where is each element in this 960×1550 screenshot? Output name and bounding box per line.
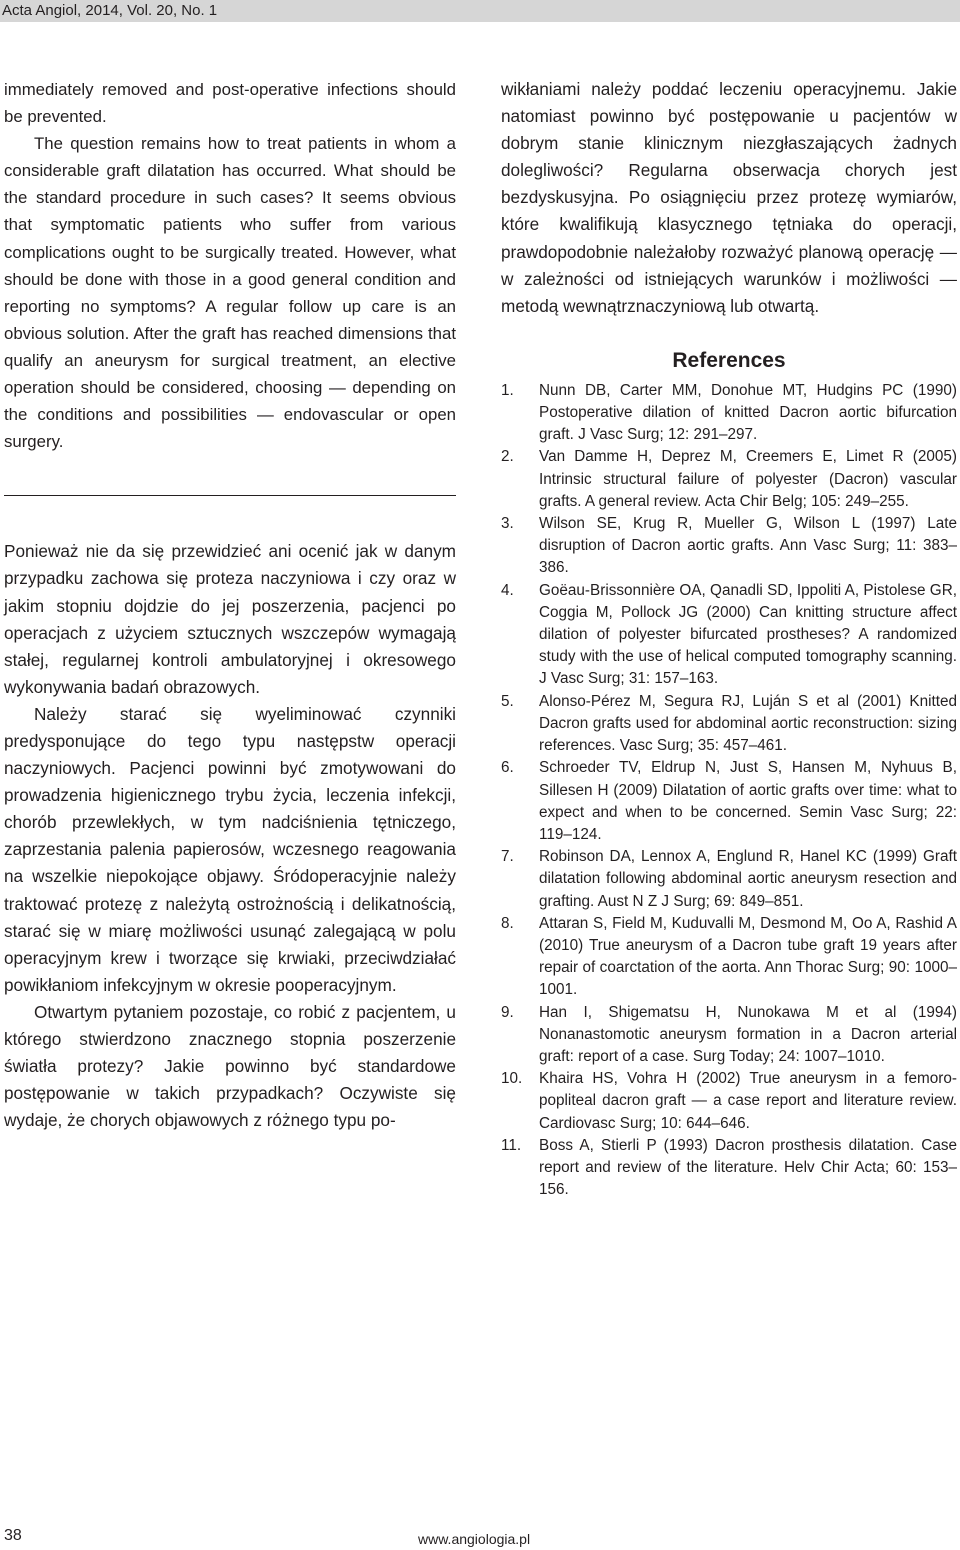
reference-text: Boss A, Stierli P (1993) Dacron prosthesis dilatation. Case report and review of the literature. Helv Chir Acta; 60: 153–156. bbox=[539, 1136, 957, 1199]
page-number: 38 bbox=[4, 1527, 22, 1544]
reference-number: 4. bbox=[501, 581, 514, 599]
pl-paragraph-2: Należy starać się wyeliminować czynniki predysponujące do tego typu następstw operacji naczyniowych. Pacjenci powinni być zmotywowani do prowadzenia higienicznego trybu życia, leczenia infekcji, chorób przewlekłych, w tym nadciśnienia tętniczego, zaprzestania palenia papierosów, wczesnego reagowania na wszelkie niepokojące objawy. Śródoperacyjnie należy traktować protezę z należytą ostrożnością i delikatnością, starać się w miarę możliwości usunąć zalegającą w polu operacyjnym krew i tworzące się krwiaki, przeciwdziałać powikłaniom infekcyjnym w okresie pooperacyjnym. bbox=[4, 703, 456, 995]
reference-item bbox=[501, 513, 957, 580]
reference-number: 9. bbox=[501, 1003, 514, 1021]
reference-text: Attaran S, Field M, Kuduvalli M, Desmond M, Oo A, Rashid A (2010) True aneurysm of a Dacron tube graft 19 years after repair of coarctation of the aorta. Ann Thorac Surg; 90: 1000–1001. bbox=[539, 914, 957, 999]
polish-text bbox=[4, 538, 456, 1134]
reference-item bbox=[501, 757, 957, 846]
reference-item bbox=[501, 1135, 957, 1202]
reference-item bbox=[501, 913, 957, 1002]
footer-url[interactable]: www.angiologia.pl bbox=[418, 1531, 531, 1547]
reference-item bbox=[501, 580, 957, 691]
reference-text: Schroeder TV, Eldrup N, Just S, Hansen M, Nyhuus B, Sillesen H (2009) Dilatation of aortic grafts over time: what to expect and when to be concerned. Semin Vasc Surg; 22: 119–124. bbox=[539, 759, 957, 843]
reference-number: 7. bbox=[501, 848, 514, 866]
pl-paragraph-continuation: wikłaniami należy poddać leczeniu operacyjnemu. Jakie natomiast powinno być postępowanie u pacjentów w dobrym stanie klinicznym niezgłaszających żadnych dolegliwości? Regularna obserwacja chorych jest bezdyskusyjna. Po osiągnięciu przez protezę wymiarów, które kwalifikują klasycznego tętniaka do operacji, prawdopodobnie należałoby rozważyć planową operację — w zależności od istniejących warunków i możliwości — metodą wewnątrznaczyniową lub otwartą. bbox=[501, 79, 957, 316]
reference-text: Khaira HS, Vohra H (2002) True aneurysm in a femoro-popliteal dacron graft — a case report and literature review. Cardiovasc Surg; 10: 644–646. bbox=[539, 1070, 957, 1132]
references-heading: References bbox=[672, 348, 786, 372]
english-text bbox=[4, 76, 456, 455]
reference-item bbox=[501, 1068, 957, 1135]
reference-number: 2. bbox=[501, 448, 514, 466]
language-separator bbox=[4, 495, 456, 496]
reference-number: 1. bbox=[501, 381, 514, 399]
reference-number: 8. bbox=[501, 914, 514, 932]
left-column bbox=[4, 76, 456, 1134]
reference-item bbox=[501, 446, 957, 513]
reference-text: Goëau-Brissonnière OA, Qanadli SD, Ippoliti A, Pistolese GR, Coggia M, Pollock JG (2000) Can knitting structure affect dilation of polyester bifurcated prostheses? A randomized study with the use of helical computed tomography scanning. J Vasc Surg; 31: 157–163. bbox=[539, 581, 957, 688]
references-list bbox=[501, 380, 957, 1202]
reference-text: Han I, Shigematsu H, Nunokawa M et al (1994) Nonanastomotic aneurysm formation in a Dacron arterial graft: report of a case. Surg Today; 24: 1007–1010. bbox=[539, 1003, 957, 1065]
reference-item bbox=[501, 691, 957, 758]
reference-item bbox=[501, 1002, 957, 1069]
reference-number: 5. bbox=[501, 692, 514, 710]
reference-item bbox=[501, 846, 957, 913]
en-paragraph-1: immediately removed and post-operative infections should be prevented. bbox=[4, 80, 456, 127]
reference-number: 11. bbox=[501, 1136, 522, 1154]
en-paragraph-2: The question remains how to treat patients in whom a considerable graft dilatation has occurred. What should be the standard procedure in such cases? It seems obvious that symptomatic patients who suffer from various complications ought to be surgically treated. However, what should be done with those in a good general condition and reporting no symptoms? A regular follow up care is an obvious solution. After the graft has reached dimensions that qualify an aneurysm for surgical treatment, an elective operation should be considered, choosing — depending on the conditions and possibilities — endovascular or open surgery. bbox=[4, 134, 456, 452]
reference-text: Nunn DB, Carter MM, Donohue MT, Hudgins PC (1990) Postoperative dilation of knitted Dacron aortic bifurcation graft. J Vasc Surg; 12: 291–297. bbox=[539, 381, 957, 444]
pl-paragraph-3: Otwartym pytaniem pozostaje, co robić z pacjentem, u którego stwierdzono znacznego stopnia poszerzenie światła protezy? Jakie powinno być standardowe postępowanie w takich przypadkach? Oczywiste się wydaje, że chorych objawowych z różnego typu po- bbox=[4, 1001, 456, 1131]
right-column bbox=[501, 76, 957, 1201]
reference-number: 6. bbox=[501, 759, 514, 777]
reference-number: 10. bbox=[501, 1070, 523, 1088]
reference-number: 3. bbox=[501, 515, 514, 533]
reference-text: Wilson SE, Krug R, Mueller G, Wilson L (1997) Late disruption of Dacron aortic grafts. Ann Vasc Surg; 11: 383–386. bbox=[539, 515, 957, 577]
reference-text: Alonso-Pérez M, Segura RJ, Luján S et al (2001) Knitted Dacron grafts used for abdominal aortic reconstruction: sizing references. Vasc Surg; 35: 457–461. bbox=[539, 692, 957, 755]
running-header: Acta Angiol, 2014, Vol. 20, No. 1 bbox=[0, 0, 960, 22]
reference-item bbox=[501, 380, 957, 447]
reference-text: Robinson DA, Lennox A, Englund R, Hanel KC (1999) Graft dilatation following abdominal aortic aneurysm resection and grafting. Aust N Z J Surg; 69: 849–851. bbox=[539, 848, 957, 910]
pl-paragraph-1: Ponieważ nie da się przewidzieć ani ocenić jak w danym przypadku zachowa się proteza naczyniowa i czy oraz w jakim stopniu dojdzie do jej poszerzenia, pacjenci po operacjach z użyciem sztucznych wszczepów wymagają stałej, regularnej kontroli ambulatoryjnej i okresowego wykonywania badań obrazowych. bbox=[4, 541, 456, 697]
reference-text: Van Damme H, Deprez M, Creemers E, Limet R (2005) Intrinsic structural failure of polyester (Dacron) vascular grafts. A general review. Acta Chir Belg; 105: 249–255. bbox=[539, 448, 957, 510]
